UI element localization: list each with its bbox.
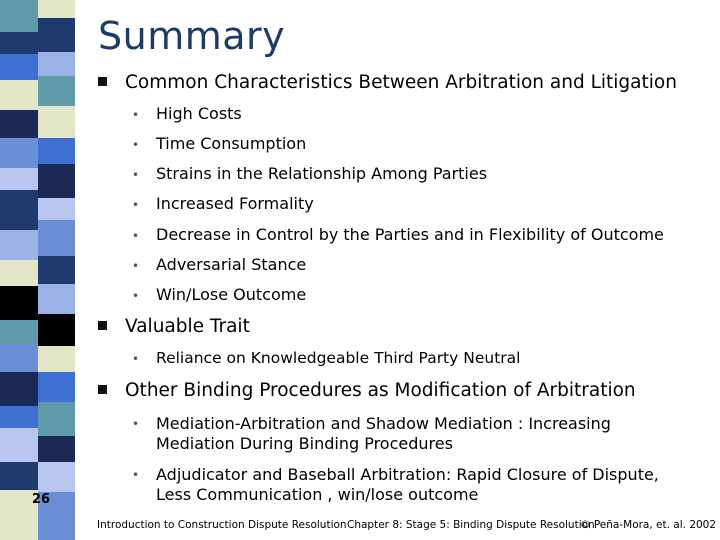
dot-bullet-icon: • [132, 198, 140, 212]
page-title: Summary [98, 14, 286, 58]
list-item: • Win/Lose Outcome [132, 285, 307, 304]
footer-copyright: © Peña-Mora, et. al. 2002 [580, 519, 717, 531]
list-item: • Reliance on Knowledgeable Third Party Neutral [132, 349, 521, 367]
section-heading-valuable-trait: Valuable Trait [98, 316, 250, 337]
dot-bullet-icon: • [132, 289, 140, 303]
slide-number: 26 [32, 492, 51, 507]
list-item: • Strains in the Relationship Among Parties [132, 164, 488, 183]
square-bullet-icon [98, 77, 107, 86]
square-bullet-icon [98, 385, 107, 394]
section-heading-common-characteristics: Common Characteristics Between Arbitration and Litigation [98, 72, 677, 93]
list-item: • Increased Formality [132, 194, 314, 213]
dot-bullet-icon: • [132, 352, 140, 366]
dot-bullet-icon: • [132, 259, 140, 273]
list-item: • Adjudicator and Baseball Arbitration: Rapid Closure of Dispute, Less Communication , win/lose outcome [132, 465, 659, 504]
dot-bullet-icon: • [132, 168, 140, 182]
footer-chapter-title: Chapter 8: Stage 5: Binding Dispute Resolution [347, 519, 595, 531]
dot-bullet-icon: • [132, 229, 140, 243]
list-item: • Time Consumption [132, 134, 307, 153]
list-item: • High Costs [132, 104, 242, 123]
square-bullet-icon [98, 321, 107, 330]
dot-bullet-icon: • [132, 417, 140, 431]
section-heading-other-binding-procedures: Other Binding Procedures as Modification of Arbitration [98, 380, 636, 401]
dot-bullet-icon: • [132, 108, 140, 122]
list-item: • Adversarial Stance [132, 255, 307, 274]
left-decorative-stripe [0, 0, 75, 540]
list-item: • Decrease in Control by the Parties and in Flexibility of Outcome [132, 225, 664, 244]
list-item: • Mediation-Arbitration and Shadow Mediation : Increasing Mediation During Binding Procedures [132, 414, 611, 453]
dot-bullet-icon: • [132, 468, 140, 482]
footer-course-title: Introduction to Construction Dispute Resolution [97, 519, 347, 531]
dot-bullet-icon: • [132, 138, 140, 152]
